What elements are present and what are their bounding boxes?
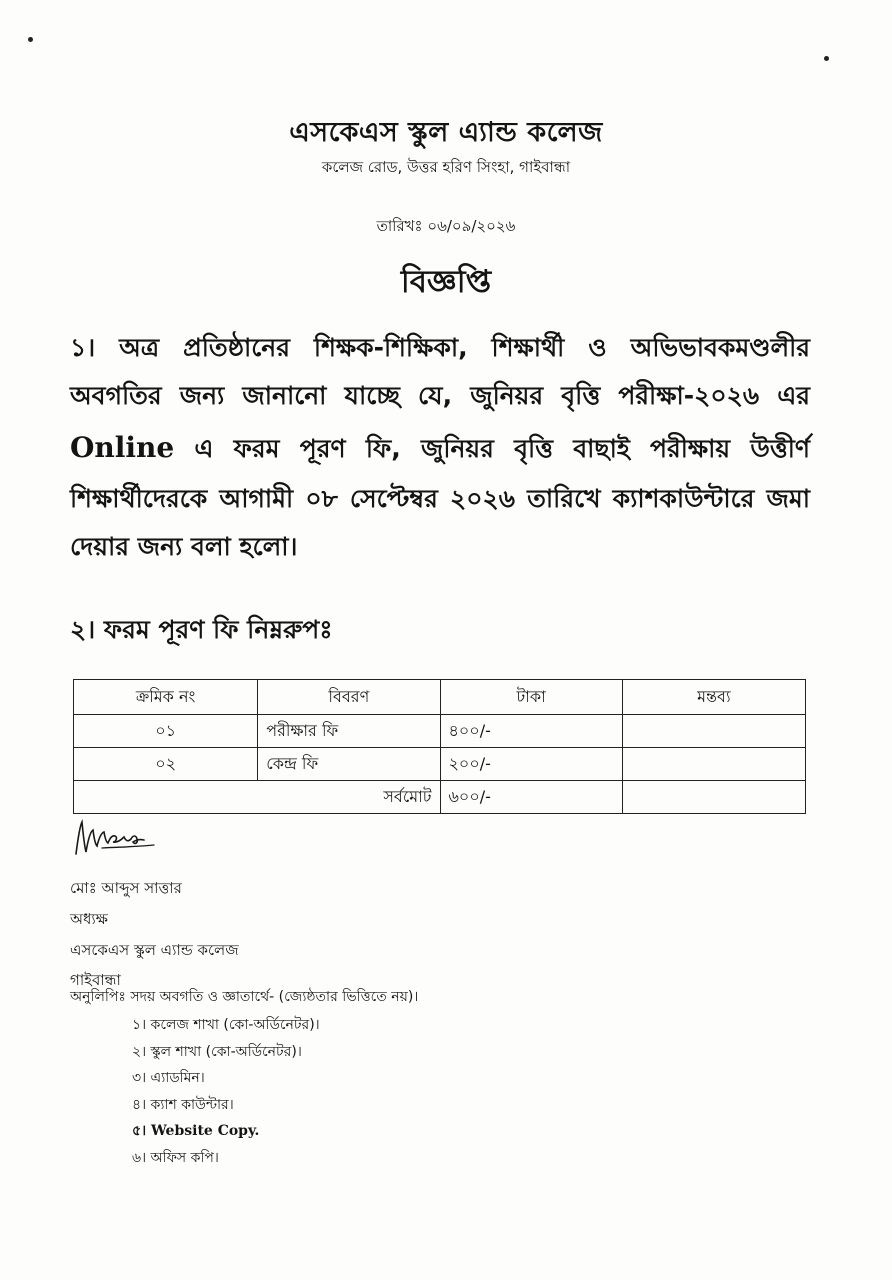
signature-image [72,818,162,860]
list-item: ১। কলেজ শাখা (কো-অর্ডিনেটর)। [132,1017,320,1033]
signatory-designation: অধ্যক্ষ [70,909,108,928]
total-label: সর্বমোট [74,781,441,814]
notice-text-part1: ১। অত্র প্রতিষ্ঠানের শিক্ষক-শিক্ষিকা, শিক্ষার্থী ও অভিভাবকমণ্ডলীর অবগতির জন্য জানানো যাচ্ছে যে, জুনিয়র বৃত্তি পরীক্ষা-২০২৬ এর [70,333,810,411]
signatory-institution: এসকেএস স্কুল এ্যান্ড কলেজ [70,940,239,959]
table-row [74,715,806,748]
header-remark: মন্তব্য [622,680,805,715]
school-name: এসকেএস স্কুল এ্যান্ড কলেজ [289,117,603,148]
signatory-name: মোঃ আব্দুস সাত্তার [70,879,182,897]
copy-to-list [132,1012,320,1172]
header-amount: টাকা [440,680,622,715]
cell-amount: ৪০০/- [440,715,622,748]
notice-title: বিজ্ঞপ্তি [400,264,492,300]
cell-serial: ০১ [74,715,258,748]
fee-table-header [74,680,806,715]
header-description: বিবরণ [258,680,440,715]
cell-amount: ২০০/- [440,748,622,781]
school-address: কলেজ রোড, উত্তর হরিণ সিংহা, গাইবান্ধা [321,158,571,176]
paper-speck [28,37,33,42]
cell-remark [622,748,805,781]
signatory-location: গাইবান্ধা [70,971,121,990]
notice-text-part2: এ ফরম পূরণ ফি, জুনিয়র বৃত্তি বাছাই পরীক্ষায় উত্তীর্ণ শিক্ষার্থীদেরকে আগামী ০৮ সেপ্টেম্বর ২০২৬ তারিখে ক্যাশকাউন্টারে জমা দেয়ার জন্য বলা হলো। [70,433,810,561]
paper-speck [824,56,829,61]
list-item: ৫। Website Copy. [132,1123,260,1140]
cell-description: পরীক্ষার ফি [258,715,440,748]
notice-paragraph [70,324,810,571]
signatory-block [70,873,239,996]
notice-date: তারিখঃ ০৬/০৯/২০২৬ [376,217,516,235]
notice-online-word: Online [70,430,175,464]
list-item: ৩। এ্যাডমিন। [132,1070,205,1087]
table-row [74,748,806,781]
list-item: ২। স্কুল শাখা (কো-অর্ডিনেটর)। [132,1043,302,1060]
table-total-row [74,781,806,814]
list-item: ৬। অফিস কপি। [132,1149,219,1166]
list-item: ৪। ক্যাশ কাউন্টার। [132,1096,234,1113]
fee-table [73,679,806,814]
total-amount: ৬০০/- [440,781,622,814]
header-serial: ক্রমিক নং [74,680,258,715]
cell-description: কেন্দ্র ফি [258,748,440,781]
fee-heading: ২। ফরম পূরণ ফি নিম্নরুপঃ [70,615,333,644]
cell-serial: ০২ [74,748,258,781]
copy-to-intro: অনুলিপিঃ সদয় অবগতি ও জ্ঞাতার্থে- (জ্যেষ্ঠতার ভিত্তিতে নয়)। [70,989,419,1005]
cell-remark [622,715,805,748]
total-remark [622,781,805,814]
